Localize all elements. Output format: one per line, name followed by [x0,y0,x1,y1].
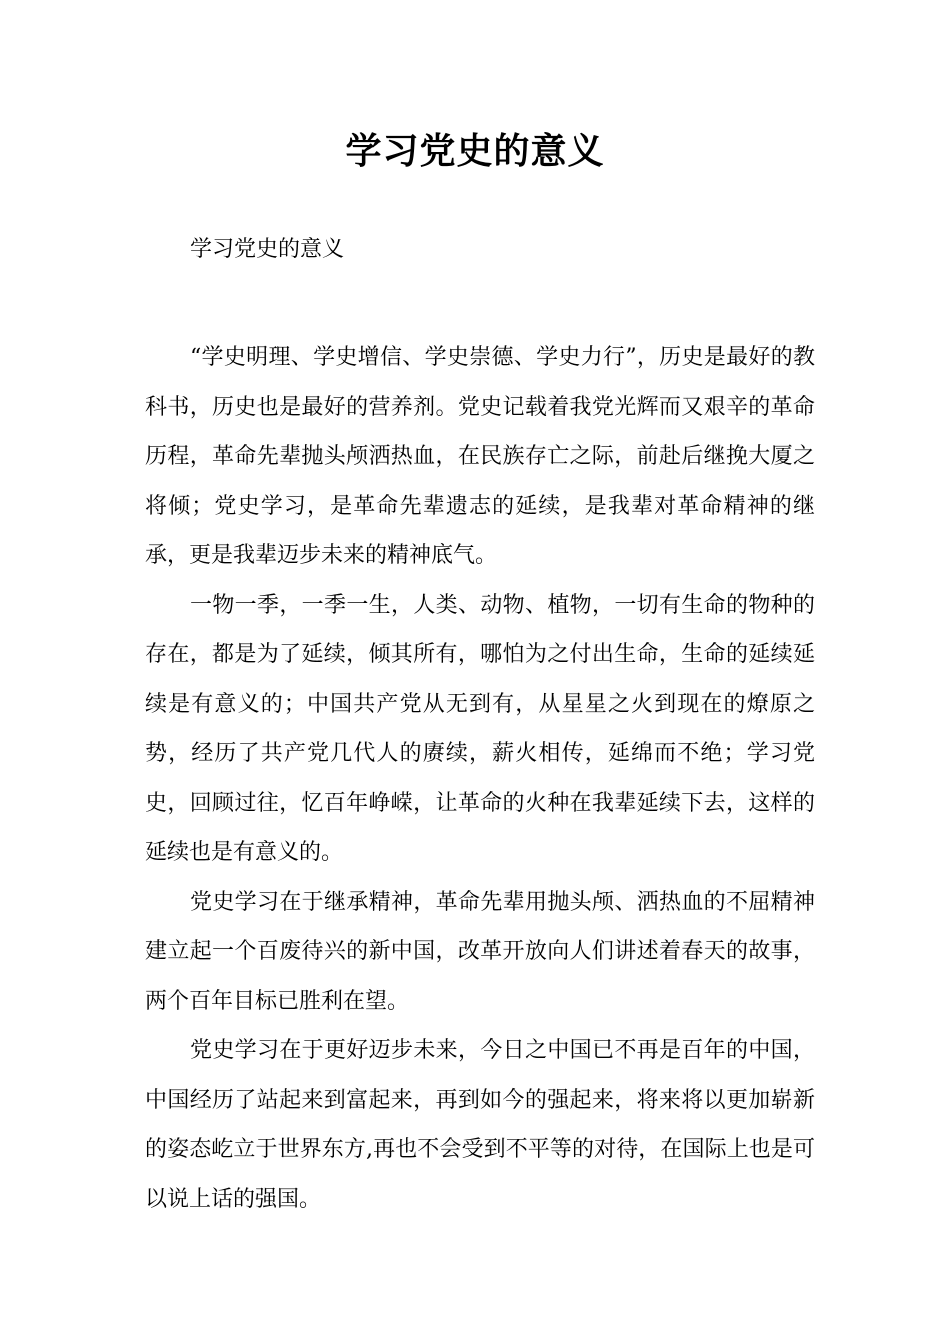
paragraph-2: 一物一季，一季一生，人类、动物、植物，一切有生命的物种的存在，都是为了延续，倾其所有，哪怕为之付出生命，生命的延续延续是有意义的；中国共产党从无到有，从星星之火到现在的燎原之势，经历了共产党几代人的赓续，薪火相传，延绵而不绝；学习党史，回顾过往，忆百年峥嵘，让革命的火种在我辈延续下去，这样的延续也是有意义的。 [145,592,815,865]
document-body [145,333,815,1224]
page-title: 学习党史的意义 [345,131,605,172]
paragraph-1: “学史明理、学史增信、学史崇德、学史力行”，历史是最好的教科书，历史也是最好的营养剂。党史记载着我党光辉而又艰辛的革命历程，革命先辈抛头颅洒热血，在民族存亡之际，前赴后继挽大厦之将倾；党史学习，是革命先辈遗志的延续，是我辈对革命精神的继承，更是我辈迈步未来的精神底气。 [145,345,815,568]
paragraph-3: 党史学习在于继承精神，革命先辈用抛头颅、洒热血的不屈精神建立起一个百废待兴的新中国，改革开放向人们讲述着春天的故事，两个百年目标已胜利在望。 [145,889,815,1014]
document-subtitle: 学习党史的意义 [190,237,345,262]
paragraph-4: 党史学习在于更好迈步未来，今日之中国已不再是百年的中国，中国经历了站起来到富起来，再到如今的强起来，将来将以更加崭新的姿态屹立于世界东方,再也不会受到不平等的对待，在国际上也是可以说上话的强国。 [145,1038,815,1212]
